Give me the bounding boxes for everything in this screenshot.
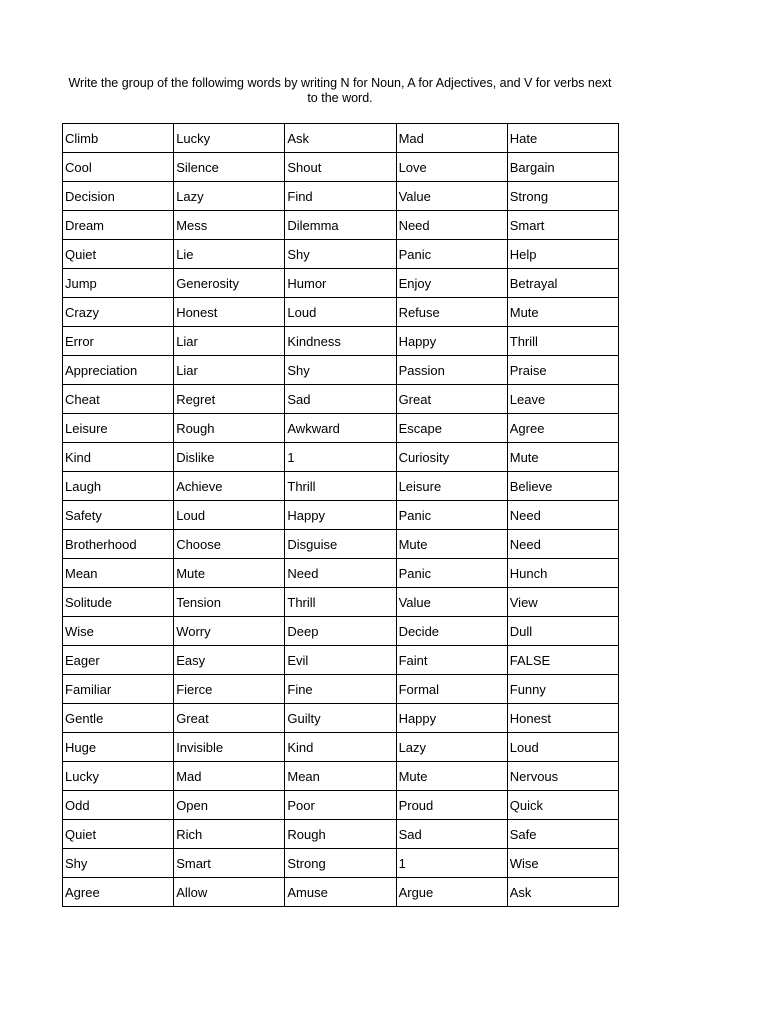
word-cell: Mute — [507, 443, 618, 472]
word-cell: Find — [285, 182, 396, 211]
word-cell: Formal — [396, 675, 507, 704]
word-cell: Sad — [396, 820, 507, 849]
word-cell: Great — [174, 704, 285, 733]
word-cell: FALSE — [507, 646, 618, 675]
word-cell: Laugh — [63, 472, 174, 501]
word-cell: Honest — [174, 298, 285, 327]
table-row — [63, 327, 619, 356]
word-cell: Need — [396, 211, 507, 240]
word-cell: View — [507, 588, 618, 617]
word-cell: Kind — [285, 733, 396, 762]
table-row — [63, 675, 619, 704]
word-cell: Lie — [174, 240, 285, 269]
word-cell: Crazy — [63, 298, 174, 327]
word-cell: Passion — [396, 356, 507, 385]
word-cell: Praise — [507, 356, 618, 385]
table-row — [63, 588, 619, 617]
word-cell: Decide — [396, 617, 507, 646]
word-cell: Worry — [174, 617, 285, 646]
word-cell: Agree — [63, 878, 174, 907]
word-cell: Liar — [174, 356, 285, 385]
word-cell: Sad — [285, 385, 396, 414]
word-cell: Loud — [174, 501, 285, 530]
table-row — [63, 414, 619, 443]
word-cell: Enjoy — [396, 269, 507, 298]
word-table — [62, 123, 619, 907]
word-cell: Lazy — [396, 733, 507, 762]
word-cell: Panic — [396, 240, 507, 269]
word-cell: Leave — [507, 385, 618, 414]
word-cell: Need — [507, 501, 618, 530]
word-cell: Mute — [396, 530, 507, 559]
word-cell: Faint — [396, 646, 507, 675]
word-cell: Smart — [507, 211, 618, 240]
word-cell: Error — [63, 327, 174, 356]
word-cell: Wise — [507, 849, 618, 878]
table-row — [63, 733, 619, 762]
word-cell: Regret — [174, 385, 285, 414]
word-cell: Evil — [285, 646, 396, 675]
word-cell: Choose — [174, 530, 285, 559]
word-cell: Agree — [507, 414, 618, 443]
word-cell: Quiet — [63, 240, 174, 269]
word-cell: Rich — [174, 820, 285, 849]
word-cell: Familiar — [63, 675, 174, 704]
word-cell: Cool — [63, 153, 174, 182]
word-cell: Deep — [285, 617, 396, 646]
word-cell: Thrill — [285, 472, 396, 501]
word-cell: Solitude — [63, 588, 174, 617]
word-cell: Jump — [63, 269, 174, 298]
word-cell: Guilty — [285, 704, 396, 733]
word-cell: Odd — [63, 791, 174, 820]
word-cell: Rough — [285, 820, 396, 849]
word-cell: Humor — [285, 269, 396, 298]
word-cell: Panic — [396, 501, 507, 530]
word-cell: Loud — [507, 733, 618, 762]
word-cell: Awkward — [285, 414, 396, 443]
word-cell: Panic — [396, 559, 507, 588]
word-cell: Safety — [63, 501, 174, 530]
word-cell: Betrayal — [507, 269, 618, 298]
word-cell: Ask — [507, 878, 618, 907]
word-cell: Gentle — [63, 704, 174, 733]
word-cell: Allow — [174, 878, 285, 907]
word-cell: Love — [396, 153, 507, 182]
word-cell: Dream — [63, 211, 174, 240]
table-row — [63, 762, 619, 791]
word-cell: Mess — [174, 211, 285, 240]
word-cell: Quiet — [63, 820, 174, 849]
word-cell: Fine — [285, 675, 396, 704]
word-cell: Poor — [285, 791, 396, 820]
word-cell: Safe — [507, 820, 618, 849]
word-cell: Tension — [174, 588, 285, 617]
word-cell: Curiosity — [396, 443, 507, 472]
word-cell: Happy — [396, 327, 507, 356]
word-cell: Mad — [396, 124, 507, 153]
word-cell: Mad — [174, 762, 285, 791]
table-row — [63, 849, 619, 878]
word-cell: Silence — [174, 153, 285, 182]
word-cell: Argue — [396, 878, 507, 907]
word-cell: Dilemma — [285, 211, 396, 240]
word-cell: Brotherhood — [63, 530, 174, 559]
word-cell: Mean — [63, 559, 174, 588]
word-cell: Great — [396, 385, 507, 414]
word-cell: Shy — [63, 849, 174, 878]
table-row — [63, 559, 619, 588]
word-cell: Help — [507, 240, 618, 269]
word-cell: Achieve — [174, 472, 285, 501]
word-cell: Proud — [396, 791, 507, 820]
word-cell: Honest — [507, 704, 618, 733]
word-cell: Shy — [285, 240, 396, 269]
table-row — [63, 878, 619, 907]
word-cell: Escape — [396, 414, 507, 443]
word-cell: Generosity — [174, 269, 285, 298]
word-cell: Disguise — [285, 530, 396, 559]
word-cell: Shout — [285, 153, 396, 182]
word-cell: Open — [174, 791, 285, 820]
table-row — [63, 385, 619, 414]
word-cell: Funny — [507, 675, 618, 704]
table-row — [63, 530, 619, 559]
word-cell: Loud — [285, 298, 396, 327]
word-cell: Rough — [174, 414, 285, 443]
table-row — [63, 153, 619, 182]
word-cell: Climb — [63, 124, 174, 153]
word-cell: Easy — [174, 646, 285, 675]
word-cell: Bargain — [507, 153, 618, 182]
word-cell: Appreciation — [63, 356, 174, 385]
table-row — [63, 501, 619, 530]
word-cell: Strong — [285, 849, 396, 878]
table-row — [63, 182, 619, 211]
table-row — [63, 704, 619, 733]
word-cell: Thrill — [507, 327, 618, 356]
table-row — [63, 617, 619, 646]
word-cell: Mean — [285, 762, 396, 791]
table-row — [63, 298, 619, 327]
word-cell: Mute — [174, 559, 285, 588]
table-row — [63, 646, 619, 675]
word-cell: Shy — [285, 356, 396, 385]
word-cell: Cheat — [63, 385, 174, 414]
word-cell: Strong — [507, 182, 618, 211]
word-cell: Ask — [285, 124, 396, 153]
word-cell: Believe — [507, 472, 618, 501]
word-cell: Dislike — [174, 443, 285, 472]
word-cell: Huge — [63, 733, 174, 762]
table-row — [63, 820, 619, 849]
word-cell: Nervous — [507, 762, 618, 791]
word-cell: 1 — [396, 849, 507, 878]
word-cell: Leisure — [63, 414, 174, 443]
table-row — [63, 356, 619, 385]
word-cell: Invisible — [174, 733, 285, 762]
word-cell: Lucky — [174, 124, 285, 153]
table-row — [63, 472, 619, 501]
instructions-text: Write the group of the followimg words by writing N for Noun, A for Adjectives, and V for verbs next to the word. — [68, 76, 612, 105]
word-cell: Happy — [396, 704, 507, 733]
word-table-body — [63, 124, 619, 907]
word-cell: Hunch — [507, 559, 618, 588]
word-cell: Need — [507, 530, 618, 559]
word-cell: Value — [396, 182, 507, 211]
table-row — [63, 791, 619, 820]
table-row — [63, 269, 619, 298]
word-cell: Happy — [285, 501, 396, 530]
word-cell: Need — [285, 559, 396, 588]
table-row — [63, 211, 619, 240]
word-cell: Thrill — [285, 588, 396, 617]
word-cell: Eager — [63, 646, 174, 675]
word-cell: Value — [396, 588, 507, 617]
word-cell: Liar — [174, 327, 285, 356]
word-cell: Lucky — [63, 762, 174, 791]
word-cell: Dull — [507, 617, 618, 646]
word-cell: Smart — [174, 849, 285, 878]
word-cell: Quick — [507, 791, 618, 820]
word-cell: Fierce — [174, 675, 285, 704]
table-row — [63, 443, 619, 472]
word-cell: Leisure — [396, 472, 507, 501]
word-cell: Wise — [63, 617, 174, 646]
word-cell: 1 — [285, 443, 396, 472]
table-row — [63, 240, 619, 269]
word-cell: Decision — [63, 182, 174, 211]
table-row — [63, 124, 619, 153]
word-cell: Mute — [507, 298, 618, 327]
word-cell: Lazy — [174, 182, 285, 211]
word-cell: Kind — [63, 443, 174, 472]
word-cell: Hate — [507, 124, 618, 153]
word-cell: Refuse — [396, 298, 507, 327]
word-cell: Mute — [396, 762, 507, 791]
word-cell: Kindness — [285, 327, 396, 356]
word-cell: Amuse — [285, 878, 396, 907]
